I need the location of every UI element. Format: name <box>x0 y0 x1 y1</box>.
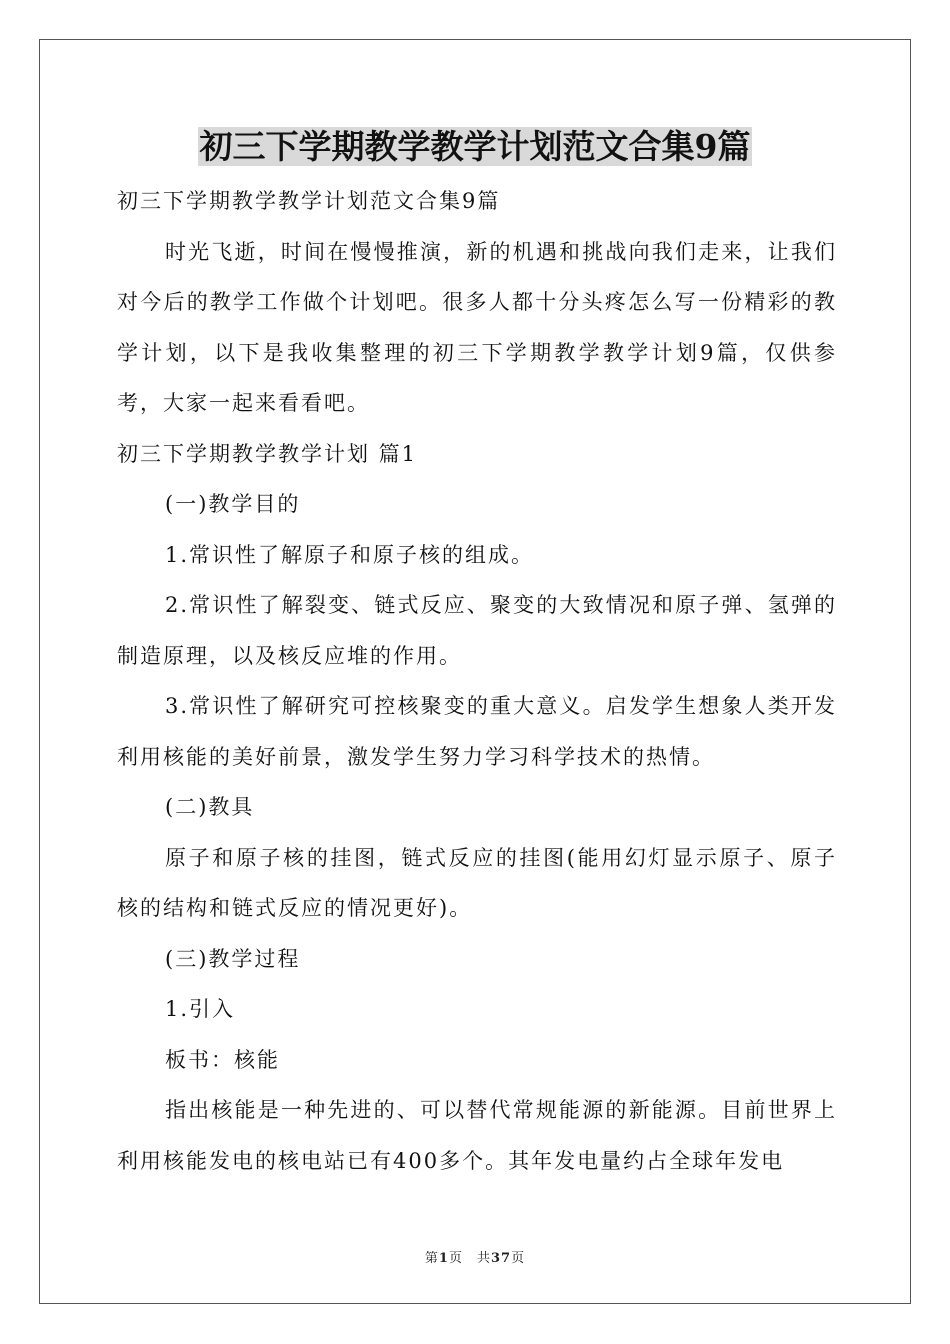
intro-paragraph: 时光飞逝，时间在慢慢推演，新的机遇和挑战向我们走来，让我们对今后的教学工作做个计划吧。很多人都十分头疼怎么写一份精彩的教学计划，以下是我收集整理的初三下学期教学教学计划9篇，仅供参考，大家一起来看看吧。 <box>117 239 837 415</box>
page-mid: 页 共 <box>448 1251 491 1266</box>
subtitle: 初三下学期教学教学计划范文合集9篇 <box>117 189 501 213</box>
page-prefix: 第 <box>424 1251 439 1266</box>
subheading-teaching-process: (三)教学过程 <box>165 946 301 971</box>
goal-item-2: 2.常识性了解裂变、链式反应、聚变的大致情况和原子弹、氢弹的制造原理，以及核反应堆的作用。 <box>117 593 837 668</box>
page-suffix: 页 <box>511 1251 526 1266</box>
process-step-1: 1.引入 <box>165 997 236 1021</box>
blackboard-note: 板书：核能 <box>165 1047 280 1072</box>
page-current: 1 <box>438 1251 449 1266</box>
document-title <box>0 124 950 170</box>
document-body <box>117 176 837 1186</box>
page-footer <box>0 1247 950 1266</box>
goal-item-3: 3.常识性了解研究可控核聚变的重大意义。启发学生想象人类开发利用核能的美好前景，激发学生努力学习科学技术的热情。 <box>117 694 837 769</box>
subheading-teaching-goals: (一)教学目的 <box>165 492 301 516</box>
subheading-teaching-aids: (二)教具 <box>165 795 255 819</box>
teaching-aids-paragraph: 原子和原子核的挂图，链式反应的挂图(能用幻灯显示原子、原子核的结构和链式反应的情况更好)。 <box>117 845 837 920</box>
body-paragraph: 指出核能是一种先进的、可以替代常规能源的新能源。目前世界上利用核能发电的核电站已有400多个。其年发电量约占全球年发电 <box>117 1098 837 1173</box>
page-total: 37 <box>490 1251 512 1266</box>
title-text: 初三下学期教学教学计划范文合集9篇 <box>199 127 751 166</box>
section-heading: 初三下学期教学教学计划 篇1 <box>117 441 418 466</box>
goal-item-1: 1.常识性了解原子和原子核的组成。 <box>165 542 535 567</box>
